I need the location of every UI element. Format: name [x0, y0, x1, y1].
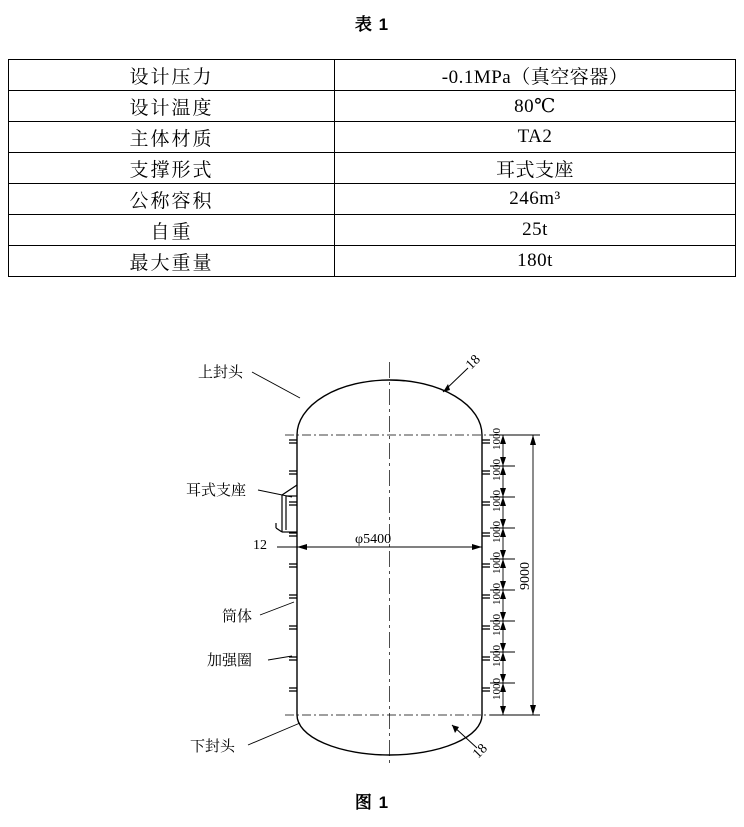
- row-label: 主体材质: [9, 122, 335, 153]
- row-label: 最大重量: [9, 246, 335, 277]
- dim-top-thickness: 18: [463, 352, 484, 373]
- lug-support-shape: [276, 485, 297, 532]
- dim-bottom-thickness: 18: [470, 741, 491, 762]
- row-value: 耳式支座: [335, 153, 736, 184]
- dim-spacing: 1000: [491, 583, 503, 605]
- vessel-drawing: [0, 340, 744, 780]
- dim-spacing: 1000: [491, 552, 503, 574]
- table-row: [9, 246, 736, 277]
- dim-spacing: 1000: [491, 459, 503, 481]
- row-label: 自重: [9, 215, 335, 246]
- table-row: [9, 184, 736, 215]
- row-value: TA2: [335, 122, 736, 153]
- row-label: 设计压力: [9, 60, 335, 91]
- label-shell: 筒体: [222, 609, 253, 625]
- table-row: [9, 215, 736, 246]
- table-row: [9, 91, 736, 122]
- dim-overall-height: 9000: [518, 562, 533, 590]
- top-thickness-leader: [443, 368, 468, 392]
- row-label: 设计温度: [9, 91, 335, 122]
- row-label: 支撑形式: [9, 153, 335, 184]
- dim-wall-thickness: 12: [253, 538, 267, 553]
- stiffener-ring-marks-right: [482, 440, 490, 691]
- dim-spacing: 1000: [491, 645, 503, 667]
- table-row: [9, 122, 736, 153]
- spec-table-body: [9, 60, 736, 277]
- row-value: -0.1MPa（真空容器）: [335, 60, 736, 91]
- leader-top-head: [252, 372, 300, 398]
- row-value: 80℃: [335, 91, 736, 122]
- row-value: 25t: [335, 215, 736, 246]
- leader-lines: [248, 372, 300, 745]
- table-row: [9, 153, 736, 184]
- row-label: 公称容积: [9, 184, 335, 215]
- row-value: 246m³: [335, 184, 736, 215]
- dim-spacing: 1000: [491, 521, 503, 543]
- dim-spacing: 1000: [491, 490, 503, 512]
- dim-spacing: 1000: [491, 678, 503, 700]
- dim-diameter: φ5400: [355, 532, 392, 547]
- spacing-labels: [491, 428, 503, 701]
- leader-bottom-head: [248, 723, 300, 745]
- label-bottom-head: 下封头: [190, 739, 236, 755]
- row-value: 180t: [335, 246, 736, 277]
- leader-stiffener: [268, 656, 292, 660]
- bottom-thickness-leader: [452, 725, 477, 748]
- table-row: [9, 60, 736, 91]
- leader-shell: [260, 602, 294, 615]
- stiffener-ring-marks-left: [289, 440, 297, 691]
- vessel-svg: [0, 340, 744, 780]
- table-caption: 表 1: [354, 15, 390, 34]
- dim-spacing: 1000: [491, 614, 503, 636]
- label-stiffener-ring: 加强圈: [207, 653, 253, 669]
- dim-spacing: 1000: [491, 428, 503, 450]
- label-top-head: 上封头: [198, 365, 244, 381]
- label-lug-support: 耳式支座: [186, 483, 247, 499]
- spec-table: [8, 59, 736, 277]
- figure-caption: 图 1: [354, 793, 390, 812]
